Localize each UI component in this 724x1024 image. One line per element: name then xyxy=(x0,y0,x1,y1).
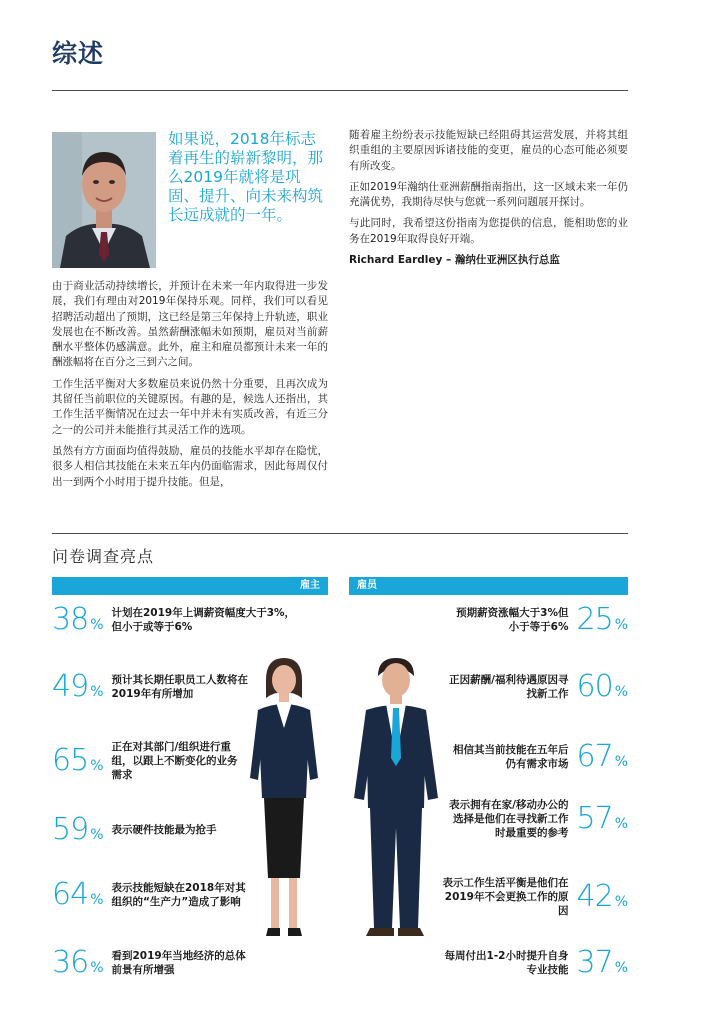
pull-quote: 如果说，2018年标志着再生的崭新黎明，那么2019年就将是巩固、提升、向未来构筑长远成就的一年。 xyxy=(168,130,324,224)
section-divider xyxy=(52,533,628,534)
stat-description: 计划在2019年上调薪资幅度大于3%，但小于或等于6% xyxy=(111,607,296,633)
stat-description: 预计其长期任职员工人数将在2019年有所增加 xyxy=(111,674,248,700)
stat-value: 25 xyxy=(576,602,613,637)
stat-unit: % xyxy=(90,758,104,774)
stat-description: 预期薪资涨幅大于3%但小于等于6% xyxy=(456,607,569,633)
stat-value: 64 xyxy=(52,877,89,912)
left-column-text xyxy=(52,279,328,496)
employee-stat-4 xyxy=(449,798,629,840)
stat-description: 表示工作生活平衡是他们在2019年不会更换工作的原因 xyxy=(442,877,569,917)
executive-portrait xyxy=(52,132,156,268)
employee-label: 雇员 xyxy=(357,580,377,591)
signature: Richard Eardley – 瀚纳仕亚洲区执行总监 xyxy=(349,254,560,267)
paragraph: 工作生活平衡对大多数雇员来说仍然十分重要，且再次成为其留任当前职位的关键原因。有趣的是，候选人还指出，其工作生活平衡情况在过去一年中并未有实质改善，有近三分之一的公司并未能推行其灵活工作的选项。 xyxy=(52,377,328,436)
stat-value: 49 xyxy=(52,669,89,704)
stat-description: 相信其当前技能在五年后仍有需求市场 xyxy=(453,744,569,770)
woman-figure-icon xyxy=(250,658,318,936)
employer-header-bar xyxy=(52,577,328,595)
stat-unit: % xyxy=(90,892,104,908)
paragraph: 随着雇主纷纷表示技能短缺已经阻碍其运营发展，并将其组织重组的主要原因诉诸技能的变更，雇员的心态可能必须要有所改变。 xyxy=(349,129,628,172)
stat-unit: % xyxy=(90,684,104,700)
employer-stat-6 xyxy=(52,945,312,980)
stat-description: 每周付出1-2小时提升自身专业技能 xyxy=(444,950,569,976)
stat-value: 59 xyxy=(52,812,89,847)
stat-unit: % xyxy=(90,960,104,976)
stat-value: 38 xyxy=(52,602,89,637)
stat-unit: % xyxy=(614,754,628,770)
stat-value: 42 xyxy=(576,879,613,914)
man-figure-icon xyxy=(354,658,438,936)
stat-unit: % xyxy=(614,960,628,976)
employer-stat-1 xyxy=(52,602,312,637)
right-column-text xyxy=(349,128,628,274)
title-divider xyxy=(52,90,628,91)
employee-stat-3 xyxy=(445,739,629,774)
stat-description: 表示技能短缺在2018年对其组织的“生产力”造成了影响 xyxy=(111,882,246,908)
stat-value: 60 xyxy=(576,669,613,704)
stat-value: 36 xyxy=(52,945,89,980)
portrait-illustration xyxy=(52,132,156,268)
stat-description: 表示拥有在家/移动办公的选择是他们在寻找新工作时最重要的参考 xyxy=(449,799,569,839)
paragraph: 与此同时，我希望这份指南为您提供的信息，能相助您的业务在2019年取得良好开端。 xyxy=(349,217,628,245)
stat-value: 65 xyxy=(52,743,89,778)
stat-description: 正在对其部门/组织进行重组，以跟上不断变化的业务需求 xyxy=(111,741,238,781)
stat-unit: % xyxy=(614,617,628,633)
paragraph: 正如2019年瀚纳仕亚洲薪酬指南指出，这一区域未来一年仍充满优势，我期待尽快与您就一系列问题展开探讨。 xyxy=(349,180,628,209)
employee-stat-1 xyxy=(449,602,629,637)
stat-unit: % xyxy=(614,894,628,910)
stat-unit: % xyxy=(90,617,104,633)
stat-description: 看到2019年当地经济的总体前景有所增强 xyxy=(111,950,246,976)
stat-unit: % xyxy=(614,684,628,700)
people-illustration xyxy=(248,658,472,948)
paragraph: 由于商业活动持续增长，并预计在未来一年内取得进一步发展，我们有理由对2019年保持乐观。同样，我们可以看见招聘活动超出了预期，这已经是第三年保持上升轨迹，职业发展也在不断改善。虽然薪酬涨幅未如预期，雇员对当前薪酬水平整体仍感满意。此外，雇主和雇员都预计未来一年的酬涨幅将在百分之三到六之间。 xyxy=(52,280,328,369)
stat-value: 57 xyxy=(576,801,613,836)
page-title: 综述 xyxy=(52,39,105,68)
stat-value: 67 xyxy=(576,739,613,774)
stat-value: 37 xyxy=(576,945,613,980)
paragraph: 虽然有方方面面均值得鼓励，雇员的技能水平却存在隐忧，很多人相信其技能在未来五年内仍面临需求，因此每周仅付出一到两个小时用于提升技能。但是， xyxy=(52,444,328,488)
stat-unit: % xyxy=(90,827,104,843)
stat-unit: % xyxy=(614,816,628,832)
employee-stat-6 xyxy=(439,945,629,980)
survey-title: 问卷调查亮点 xyxy=(52,547,155,566)
employer-label: 雇主 xyxy=(300,580,320,591)
employee-header-bar xyxy=(349,577,628,595)
stat-description: 正因薪酬/福利待遇原因寻找新工作 xyxy=(449,674,569,700)
stat-description: 表示硬件技能最为抢手 xyxy=(111,824,217,836)
